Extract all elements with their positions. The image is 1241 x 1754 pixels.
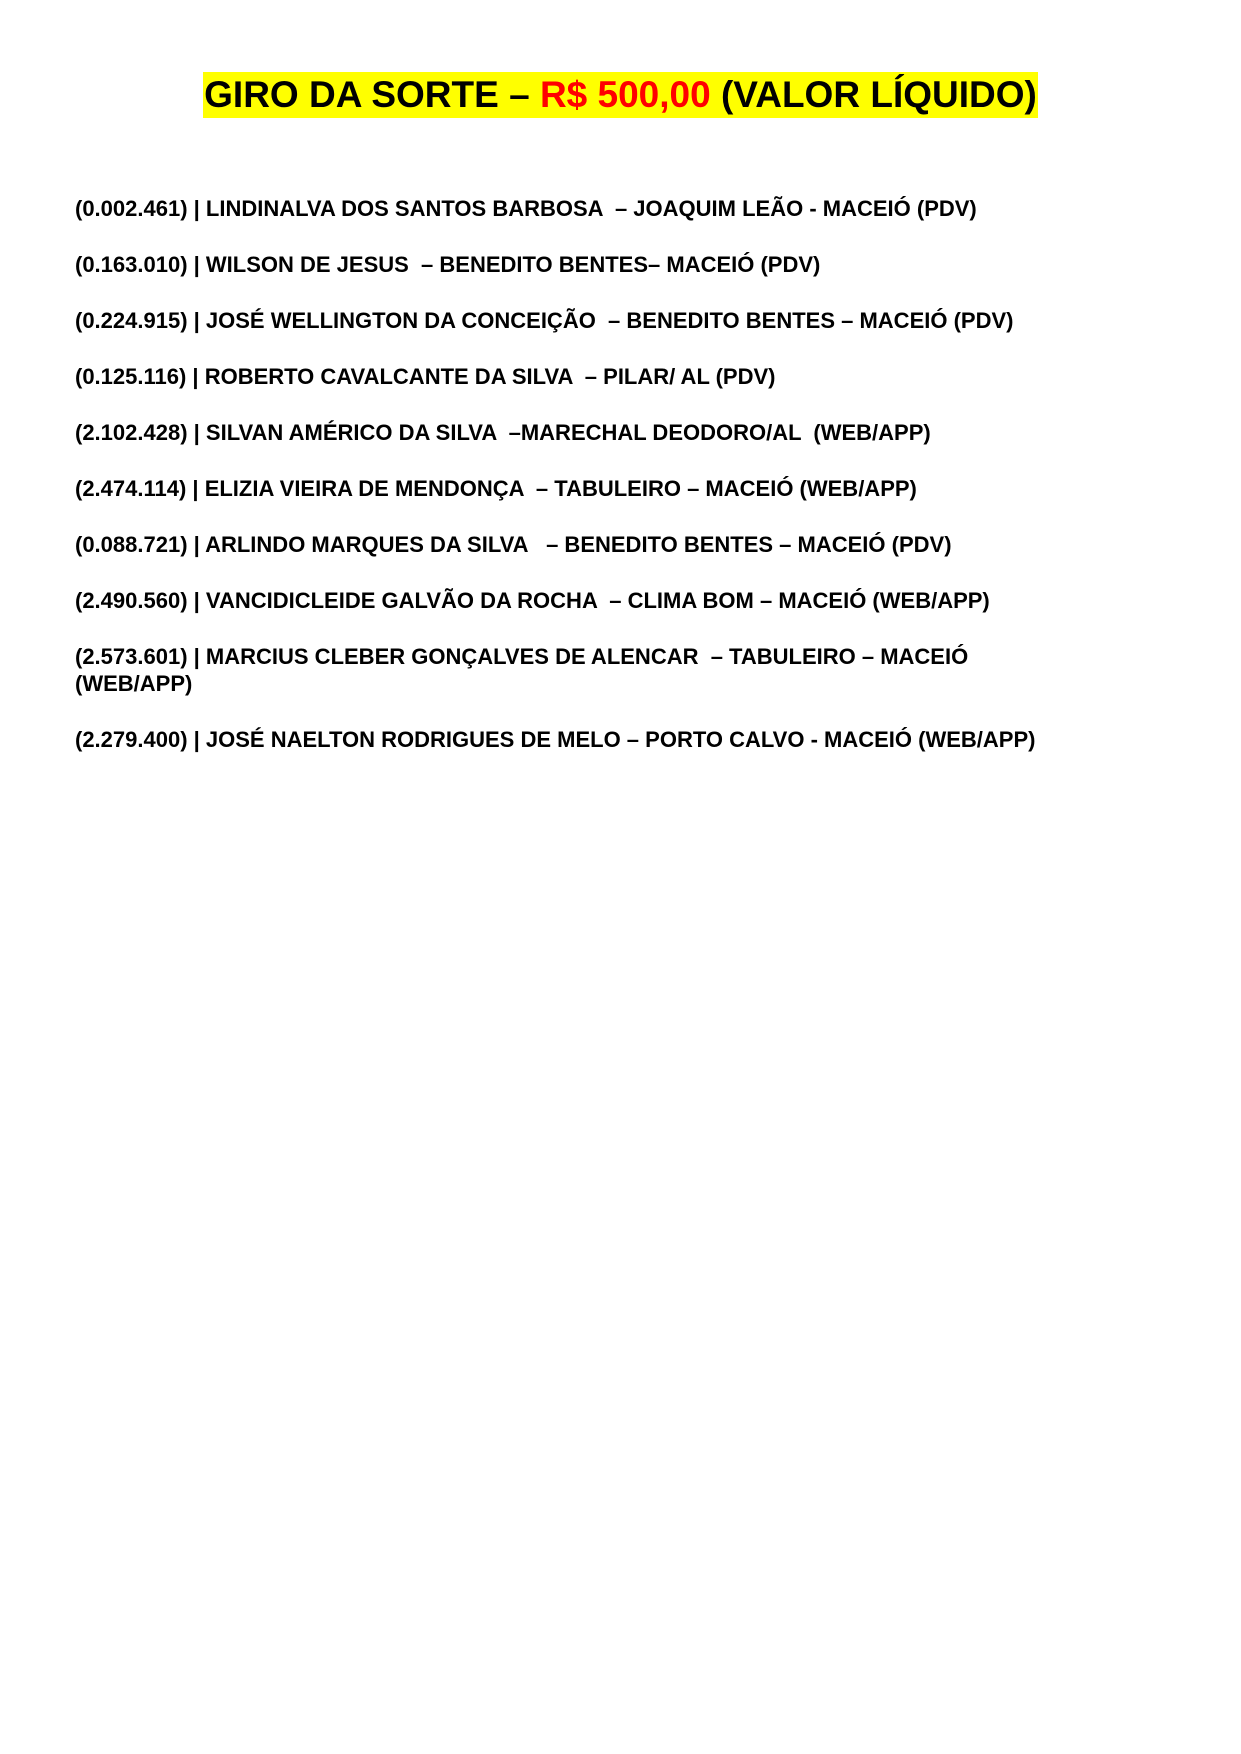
list-item: (2.490.560) | VANCIDICLEIDE GALVÃO DA ROCHA – CLIMA BOM – MACEIÓ (WEB/APP) (75, 588, 990, 613)
list-item: (2.102.428) | SILVAN AMÉRICO DA SILVA –MARECHAL DEODORO/AL (WEB/APP) (75, 420, 931, 445)
list-item: (2.573.601) | MARCIUS CLEBER GONÇALVES DE ALENCAR – TABULEIRO – MACEIÓ (WEB/APP) (75, 644, 975, 696)
list-item: (2.474.114) | ELIZIA VIEIRA DE MENDONÇA – TABULEIRO – MACEIÓ (WEB/APP) (75, 476, 917, 501)
list-item: (0.224.915) | JOSÉ WELLINGTON DA CONCEIÇÃO – BENEDITO BENTES – MACEIÓ (PDV) (75, 308, 1014, 333)
list-item: (0.163.010) | WILSON DE JESUS – BENEDITO BENTES– MACEIÓ (PDV) (75, 252, 821, 277)
list-item: (0.002.461) | LINDINALVA DOS SANTOS BARBOSA – JOAQUIM LEÃO - MACEIÓ (PDV) (75, 196, 977, 221)
page-title (203, 72, 1038, 118)
winners-list (75, 195, 1175, 782)
list-item: (0.088.721) | ARLINDO MARQUES DA SILVA – BENEDITO BENTES – MACEIÓ (PDV) (75, 532, 952, 557)
title-amount: R$ 500,00 (539, 74, 711, 115)
title-suffix: (VALOR LÍQUIDO) (710, 74, 1037, 115)
title-container (0, 72, 1241, 118)
title-prefix: GIRO DA SORTE – (204, 74, 540, 115)
list-item: (2.279.400) | JOSÉ NAELTON RODRIGUES DE MELO – PORTO CALVO - MACEIÓ (WEB/APP) (75, 727, 1036, 752)
list-item: (0.125.116) | ROBERTO CAVALCANTE DA SILVA – PILAR/ AL (PDV) (75, 364, 776, 389)
